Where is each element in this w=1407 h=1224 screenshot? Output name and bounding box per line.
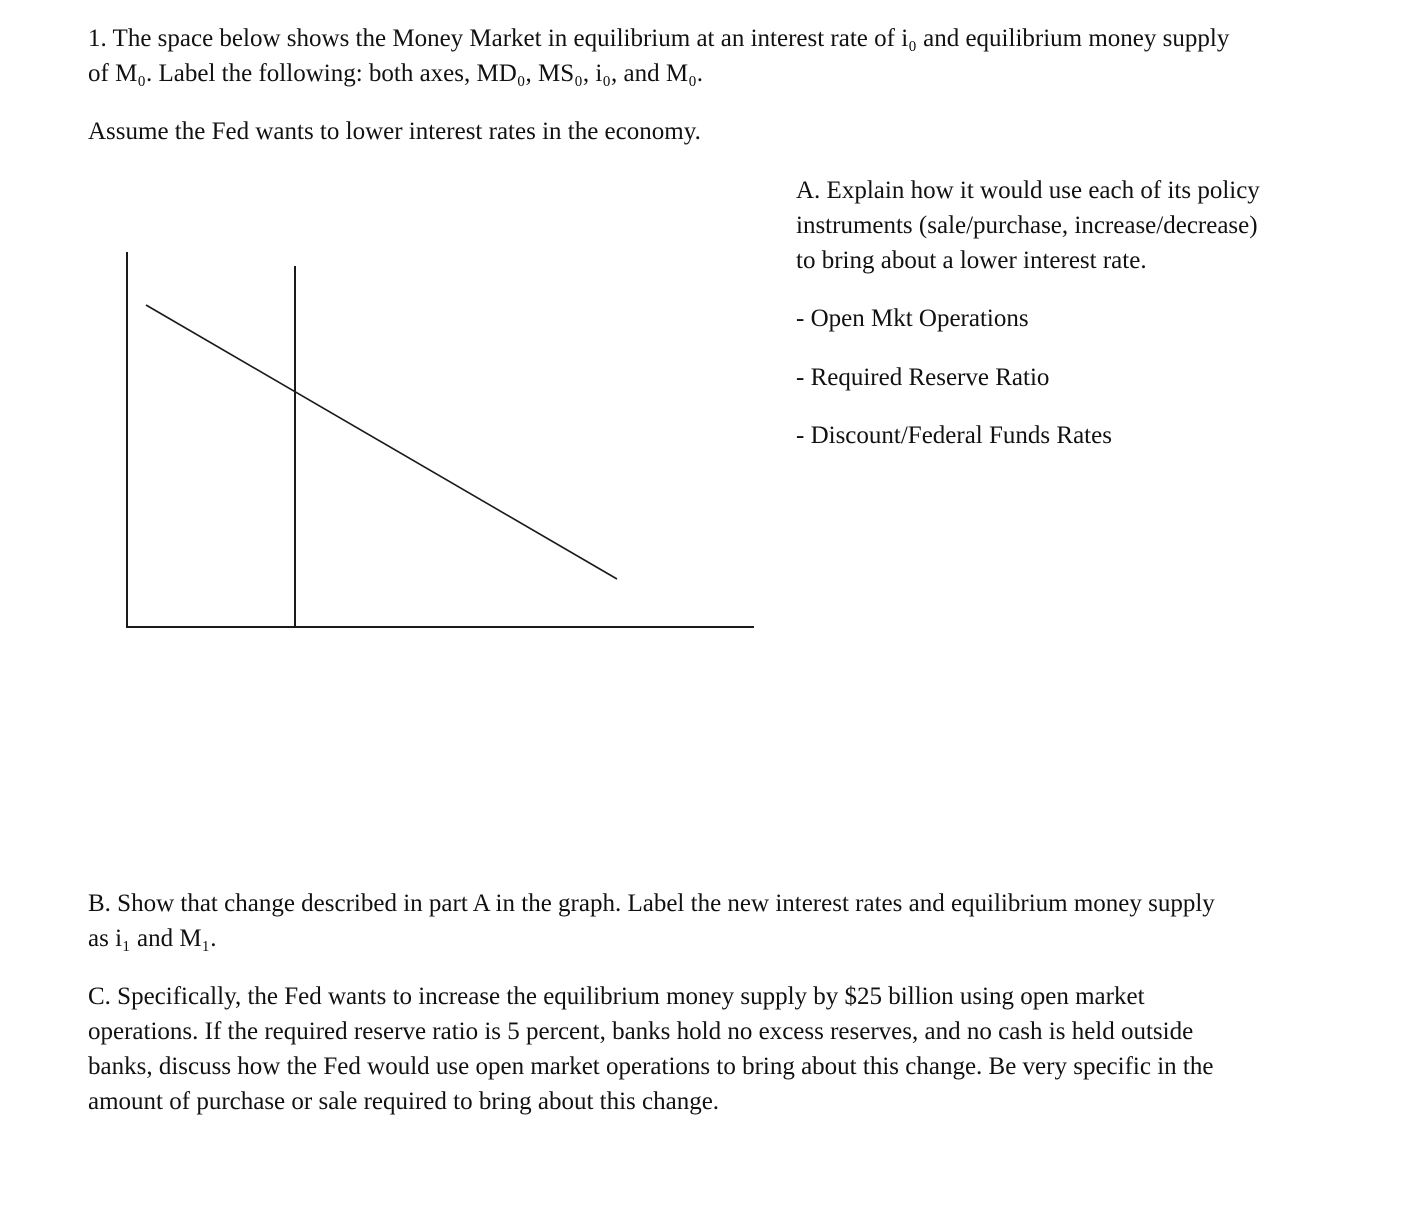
part-b-line: as i₁ and M₁. <box>88 925 217 952</box>
part-c-prompt <box>88 979 1213 1119</box>
instrument-open-market-operations: - Open Mkt Operations <box>796 305 1029 332</box>
part-c-line: C. Specifically, the Fed wants to increase the equilibrium money supply by $25 billion using open market <box>88 983 1145 1010</box>
question-1-line: of M₀. Label the following: both axes, MD₀, MS₀, i₀, and M₀. <box>88 60 704 87</box>
part-c-line: operations. If the required reserve ratio is 5 percent, banks hold no excess reserves, and no cash is held outside <box>88 1018 1194 1045</box>
instrument-discount-rates: - Discount/Federal Funds Rates <box>796 422 1112 449</box>
instrument-required-reserve-ratio: - Required Reserve Ratio <box>796 364 1050 391</box>
part-b-line: B. Show that change described in part A in the graph. Label the new interest rates and equilibrium money supply <box>88 890 1215 917</box>
part-a-line: A. Explain how it would use each of its policy <box>796 177 1260 204</box>
part-a-line: to bring about a lower interest rate. <box>796 247 1147 274</box>
part-a-line: instruments (sale/purchase, increase/decrease) <box>796 212 1258 239</box>
part-b-prompt <box>88 886 1215 956</box>
part-c-line: amount of purchase or sale required to bring about this change. <box>88 1088 720 1115</box>
assumption-text: Assume the Fed wants to lower interest rates in the economy. <box>88 118 701 145</box>
money-demand-line <box>146 305 617 579</box>
part-c-line: banks, discuss how the Fed would use open market operations to bring about this change. Be very specific in the <box>88 1053 1214 1080</box>
question-1-line: 1. The space below shows the Money Market in equilibrium at an interest rate of i₀ and equilibrium money supply <box>88 25 1230 52</box>
